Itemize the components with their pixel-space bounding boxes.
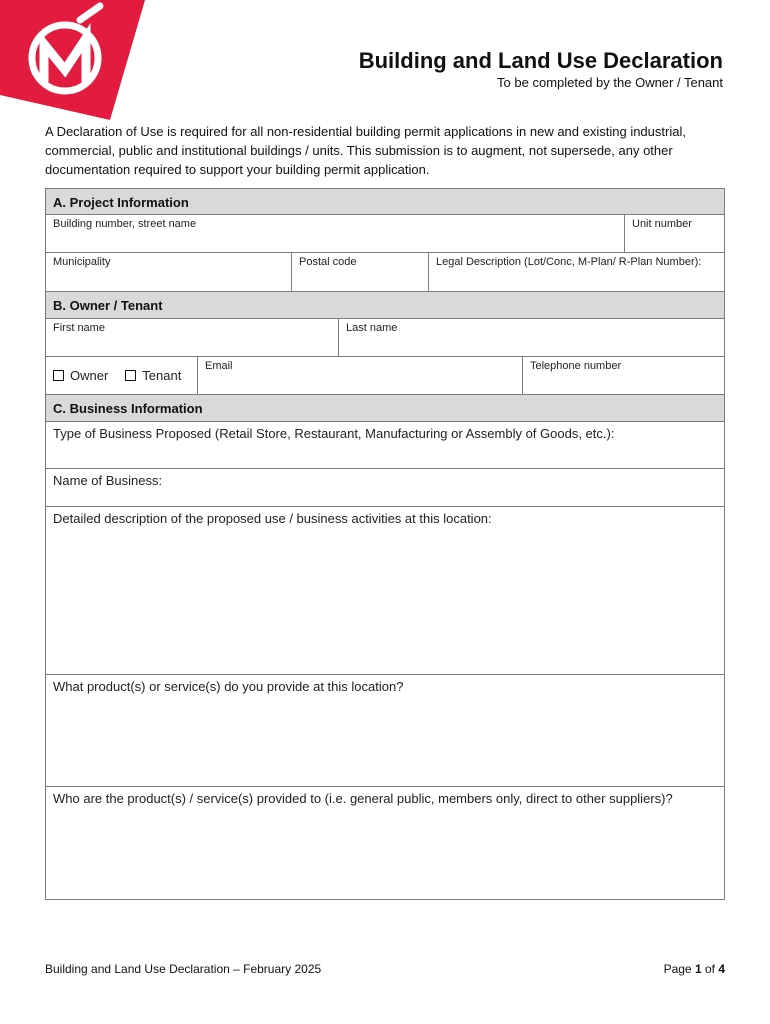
legal-description-field[interactable] [428,253,724,291]
page-indicator: Page 1 of 4 [663,962,725,976]
page-title: Building and Land Use Declaration [358,48,723,73]
tenant-checkbox[interactable] [125,370,136,381]
intro-paragraph: A Declaration of Use is required for all non-residential building permit applications in new and existing industrial, commercial, public and institutional buildings / units. This submission is to augment, not supersede, any other documentation required to support your building permit application. [45,124,686,177]
business-name-field[interactable] [46,469,724,506]
business-type-label: Type of Business Proposed (Retail Store, Restaurant, Manufacturing or Assembly of Goods, etc.): [53,426,615,441]
tenant-label: Tenant [142,368,182,383]
legal-description-label: Legal Description (Lot/Conc, M-Plan/ R-Plan Number): [436,256,702,268]
section-b-heading: B. Owner / Tenant [45,292,725,319]
postal-code-field[interactable] [291,253,428,291]
business-description-label: Detailed description of the proposed use / business activities at this location: [53,511,492,526]
business-description-field[interactable] [46,507,724,674]
products-services-label: What product(s) or service(s) do you provide at this location? [53,679,404,694]
telephone-label: Telephone number [530,360,622,372]
business-name-label: Name of Business: [53,473,163,488]
first-name-label: First name [53,322,105,334]
customers-field[interactable] [46,787,724,899]
postal-code-label: Postal code [299,256,357,268]
business-type-field[interactable] [46,422,724,468]
footer-document-name: Building and Land Use Declaration – February 2025 [45,962,322,976]
products-services-field[interactable] [46,675,724,786]
telephone-field[interactable] [522,357,724,394]
unit-field[interactable] [624,215,724,252]
first-name-field[interactable] [46,319,338,356]
customers-label: Who are the product(s) / service(s) provided to (i.e. general public, members only, direct to other suppliers)? [53,791,673,806]
email-field[interactable] [197,357,522,394]
owner-label: Owner [70,368,109,383]
municipality-field[interactable] [46,253,291,291]
declaration-form [45,188,725,900]
municipal-logo [0,0,145,120]
owner-checkbox[interactable] [53,370,64,381]
street-field[interactable] [46,215,624,252]
unit-label: Unit number [632,218,692,230]
section-a-heading: A. Project Information [45,188,725,215]
street-label: Building number, street name [53,218,197,230]
last-name-field[interactable] [338,319,724,356]
role-selector [46,357,197,394]
municipality-label: Municipality [53,256,111,268]
email-label: Email [205,360,233,372]
section-c-heading: C. Business Information [45,395,725,422]
last-name-label: Last name [346,322,398,334]
page-subtitle: To be completed by the Owner / Tenant [497,75,723,90]
